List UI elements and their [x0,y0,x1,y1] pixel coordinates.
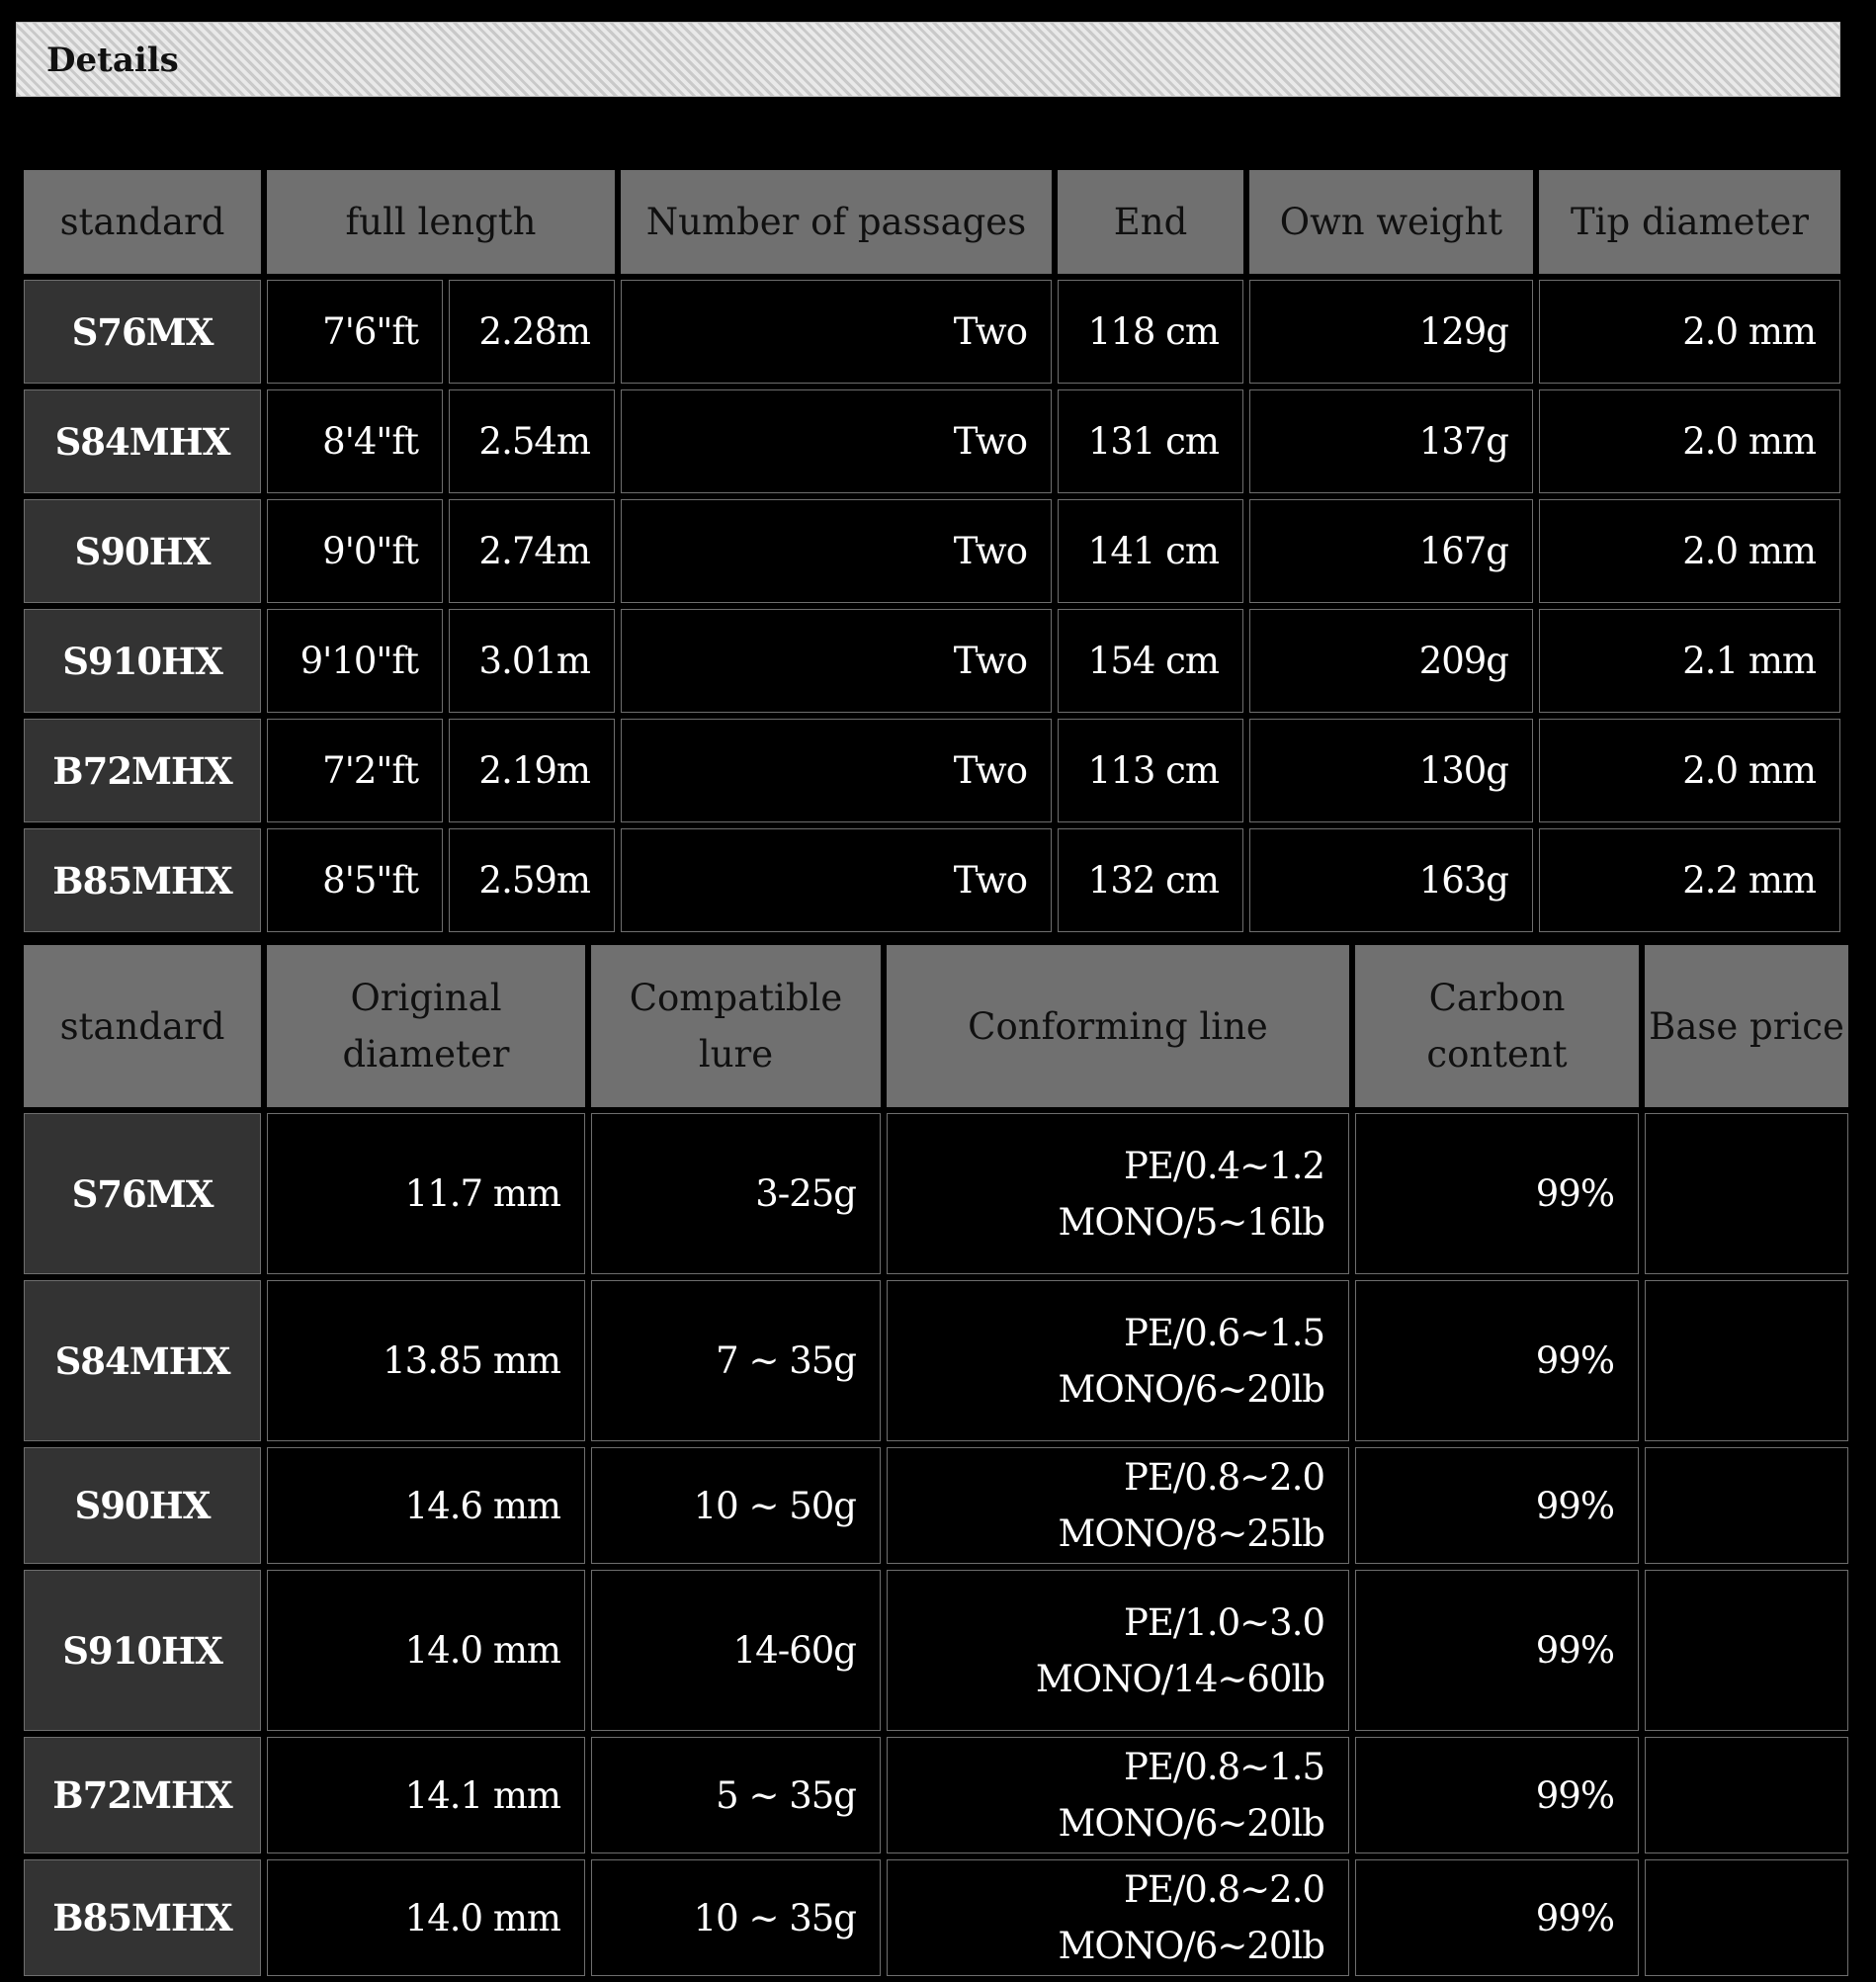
end-cell: 141 cm [1058,499,1243,603]
lure-cell: 3-25g [591,1113,881,1274]
table-row [24,1447,1848,1564]
col-header-full-length: full length [267,170,615,274]
tip-cell: 2.0 mm [1539,389,1840,493]
model-cell: S84MHX [24,389,261,493]
model-cell: S84MHX [24,1280,261,1441]
length-m-cell: 2.59m [449,828,615,932]
tip-cell: 2.0 mm [1539,280,1840,384]
price-cell [1645,1737,1848,1853]
model-cell: S76MX [24,280,261,384]
length-m-cell: 2.74m [449,499,615,603]
line-cell: PE/0.8~2.0 MONO/6~20lb [887,1859,1349,1976]
length-ft-cell: 8'5"ft [267,828,443,932]
weight-cell: 129g [1249,280,1533,384]
passages-cell: Two [621,389,1052,493]
length-ft-cell: 9'10"ft [267,609,443,713]
weight-cell: 130g [1249,719,1533,822]
end-cell: 118 cm [1058,280,1243,384]
carbon-cell: 99% [1355,1737,1639,1853]
length-ft-cell: 7'6"ft [267,280,443,384]
table-row [24,1113,1848,1274]
length-m-cell: 2.19m [449,719,615,822]
table-row [24,1570,1848,1731]
tip-cell: 2.0 mm [1539,499,1840,603]
line-cell: PE/0.8~1.5 MONO/6~20lb [887,1737,1349,1853]
end-cell: 131 cm [1058,389,1243,493]
passages-cell: Two [621,280,1052,384]
line-cell: PE/0.6~1.5 MONO/6~20lb [887,1280,1349,1441]
price-cell [1645,1859,1848,1976]
col-header-own-weight: Own weight [1249,170,1533,274]
weight-cell: 209g [1249,609,1533,713]
specs-header-row [24,945,1848,1107]
end-cell: 113 cm [1058,719,1243,822]
specs-table-2 [18,939,1854,1982]
tip-cell: 2.2 mm [1539,828,1840,932]
weight-cell: 167g [1249,499,1533,603]
col-header-carbon-content: Carbon content [1355,945,1639,1107]
model-cell: S910HX [24,609,261,713]
table-row [24,609,1840,713]
col-header-original-diameter: Original diameter [267,945,585,1107]
diameter-cell: 14.6 mm [267,1447,585,1564]
specs-table [18,164,1846,938]
lure-cell: 7 ~ 35g [591,1280,881,1441]
col-header-passages: Number of passages [621,170,1052,274]
carbon-cell: 99% [1355,1280,1639,1441]
line-cell: PE/0.4~1.2 MONO/5~16lb [887,1113,1349,1274]
lure-cell: 5 ~ 35g [591,1737,881,1853]
tip-cell: 2.1 mm [1539,609,1840,713]
weight-cell: 163g [1249,828,1533,932]
details-header [16,22,1840,97]
length-ft-cell: 9'0"ft [267,499,443,603]
carbon-cell: 99% [1355,1447,1639,1564]
table-row [24,280,1840,384]
col-header-tip-diameter: Tip diameter [1539,170,1840,274]
passages-cell: Two [621,719,1052,822]
length-m-cell: 2.54m [449,389,615,493]
col-header-base-price: Base price [1645,945,1848,1107]
table-row [24,389,1840,493]
diameter-cell: 13.85 mm [267,1280,585,1441]
price-cell [1645,1570,1848,1731]
carbon-cell: 99% [1355,1570,1639,1731]
table-row [24,1859,1848,1976]
col-header-standard: standard [24,170,261,274]
table-row [24,499,1840,603]
lure-cell: 10 ~ 35g [591,1859,881,1976]
model-cell: S76MX [24,1113,261,1274]
tip-cell: 2.0 mm [1539,719,1840,822]
end-cell: 132 cm [1058,828,1243,932]
carbon-cell: 99% [1355,1859,1639,1976]
length-m-cell: 2.28m [449,280,615,384]
col-header-conforming-line: Conforming line [887,945,1349,1107]
model-cell: S90HX [24,1447,261,1564]
model-cell: B85MHX [24,828,261,932]
diameter-cell: 14.0 mm [267,1570,585,1731]
line-cell: PE/0.8~2.0 MONO/8~25lb [887,1447,1349,1564]
passages-cell: Two [621,609,1052,713]
specs-header-row [24,170,1840,274]
price-cell [1645,1113,1848,1274]
details-title: Details [46,41,179,80]
diameter-cell: 14.1 mm [267,1737,585,1853]
table-row [24,719,1840,822]
table-row [24,1280,1848,1441]
length-m-cell: 3.01m [449,609,615,713]
model-cell: B72MHX [24,719,261,822]
col-header-standard: standard [24,945,261,1107]
model-cell: B72MHX [24,1737,261,1853]
diameter-cell: 11.7 mm [267,1113,585,1274]
line-cell: PE/1.0~3.0 MONO/14~60lb [887,1570,1349,1731]
lure-cell: 14-60g [591,1570,881,1731]
end-cell: 154 cm [1058,609,1243,713]
weight-cell: 137g [1249,389,1533,493]
price-cell [1645,1280,1848,1441]
passages-cell: Two [621,499,1052,603]
col-header-end: End [1058,170,1243,274]
col-header-compatible-lure: Compatible lure [591,945,881,1107]
carbon-cell: 99% [1355,1113,1639,1274]
table-row [24,828,1840,932]
length-ft-cell: 7'2"ft [267,719,443,822]
price-cell [1645,1447,1848,1564]
length-ft-cell: 8'4"ft [267,389,443,493]
table-row [24,1737,1848,1853]
diameter-cell: 14.0 mm [267,1859,585,1976]
model-cell: S910HX [24,1570,261,1731]
lure-cell: 10 ~ 50g [591,1447,881,1564]
model-cell: B85MHX [24,1859,261,1976]
passages-cell: Two [621,828,1052,932]
model-cell: S90HX [24,499,261,603]
